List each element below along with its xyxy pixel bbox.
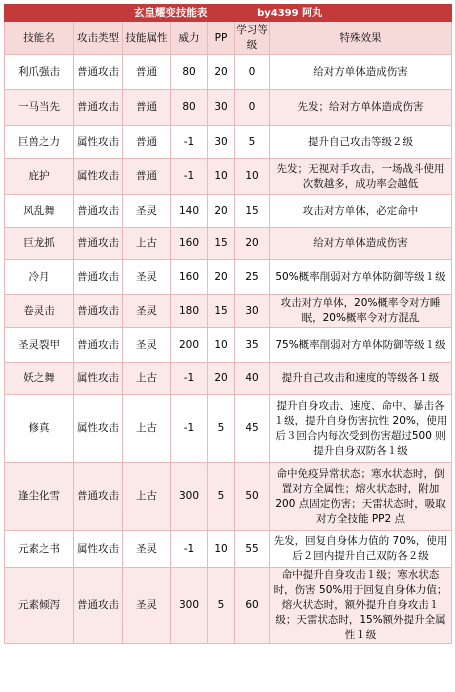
skill-pp-cell: 15 bbox=[208, 295, 235, 328]
skill-attr-cell: 圣灵 bbox=[123, 260, 171, 295]
header-name: 技能名 bbox=[5, 22, 74, 55]
skill-type-cell: 普通攻击 bbox=[74, 463, 123, 531]
skill-attr-cell: 上古 bbox=[123, 463, 171, 531]
skill-level-cell: 40 bbox=[235, 363, 270, 395]
skill-level-cell: 10 bbox=[235, 159, 270, 195]
skill-name-cell: 利爪强击 bbox=[5, 55, 74, 90]
skill-attr-cell: 圣灵 bbox=[123, 195, 171, 228]
skill-power-cell: 300 bbox=[171, 568, 208, 644]
skill-name-cell: 卷灵击 bbox=[5, 295, 74, 328]
skill-name-cell: 逢尘化雪 bbox=[5, 463, 74, 531]
skill-table-container bbox=[4, 4, 451, 644]
skill-attr-cell: 上古 bbox=[123, 228, 171, 260]
skill-name-cell: 风乱舞 bbox=[5, 195, 74, 228]
skill-attr-cell: 普通 bbox=[123, 55, 171, 90]
skill-row bbox=[5, 328, 452, 363]
skill-name-cell: 冷月 bbox=[5, 260, 74, 295]
skill-level-cell: 15 bbox=[235, 195, 270, 228]
skill-power-cell: 160 bbox=[171, 228, 208, 260]
skill-type-cell: 普通攻击 bbox=[74, 195, 123, 228]
skill-pp-cell: 30 bbox=[208, 126, 235, 159]
skill-level-cell: 5 bbox=[235, 126, 270, 159]
skill-row bbox=[5, 260, 452, 295]
skill-power-cell: -1 bbox=[171, 531, 208, 568]
skill-attr-cell: 普通 bbox=[123, 126, 171, 159]
skill-pp-cell: 5 bbox=[208, 395, 235, 463]
skill-name-cell: 妖之舞 bbox=[5, 363, 74, 395]
skill-effect-cell: 先发；给对方单体造成伤害 bbox=[270, 90, 452, 126]
skill-row bbox=[5, 463, 452, 531]
table-title-bar bbox=[5, 5, 452, 22]
skill-effect-cell: 提升自己攻击等级２级 bbox=[270, 126, 452, 159]
skill-effect-cell: 给对方单体造成伤害 bbox=[270, 55, 452, 90]
skill-row bbox=[5, 195, 452, 228]
skill-power-cell: 160 bbox=[171, 260, 208, 295]
skill-type-cell: 属性攻击 bbox=[74, 363, 123, 395]
skill-power-cell: 180 bbox=[171, 295, 208, 328]
skill-table-body bbox=[5, 55, 452, 644]
skill-pp-cell: 20 bbox=[208, 195, 235, 228]
skill-row bbox=[5, 295, 452, 328]
skill-name-cell: 圣灵裂甲 bbox=[5, 328, 74, 363]
skill-name-cell: 巨兽之力 bbox=[5, 126, 74, 159]
skill-power-cell: -1 bbox=[171, 159, 208, 195]
skill-effect-cell: 75%概率削弱对方单体防御等级１级 bbox=[270, 328, 452, 363]
skill-effect-cell: 先发，回复自身体力值的 70%，使用后２回内提升自己双防各２级 bbox=[270, 531, 452, 568]
skill-row bbox=[5, 228, 452, 260]
skill-effect-cell: 命中提升自身攻击１级；寒水状态时，伤害 50%用于回复自身体力值；熔火状态时，额外提升自身攻击１级；天雷状态时，15%额外提升全属性１级 bbox=[270, 568, 452, 644]
skill-name-cell: 修真 bbox=[5, 395, 74, 463]
skill-type-cell: 属性攻击 bbox=[74, 126, 123, 159]
skill-name-cell: 元素之书 bbox=[5, 531, 74, 568]
skill-level-cell: 60 bbox=[235, 568, 270, 644]
skill-effect-cell: 提升自身攻击、速度、命中、暴击各１级，提升自身伤害抗性 20%，使用后３回合内每次受到伤害超过500 则提升自身双防各１级 bbox=[270, 395, 452, 463]
skill-level-cell: 0 bbox=[235, 90, 270, 126]
skill-pp-cell: 20 bbox=[208, 363, 235, 395]
header-pp: PP bbox=[208, 22, 235, 55]
skill-pp-cell: 10 bbox=[208, 159, 235, 195]
skill-power-cell: 80 bbox=[171, 55, 208, 90]
skill-row bbox=[5, 395, 452, 463]
skill-level-cell: 20 bbox=[235, 228, 270, 260]
skill-pp-cell: 15 bbox=[208, 228, 235, 260]
skill-effect-cell: 50%概率削弱对方单体防御等级１级 bbox=[270, 260, 452, 295]
skill-power-cell: 140 bbox=[171, 195, 208, 228]
skill-type-cell: 属性攻击 bbox=[74, 531, 123, 568]
skill-pp-cell: 5 bbox=[208, 568, 235, 644]
skill-name-cell: 庇护 bbox=[5, 159, 74, 195]
skill-type-cell: 普通攻击 bbox=[74, 90, 123, 126]
header-attr: 技能属性 bbox=[123, 22, 171, 55]
skill-attr-cell: 普通 bbox=[123, 90, 171, 126]
skill-power-cell: -1 bbox=[171, 363, 208, 395]
skill-level-cell: 25 bbox=[235, 260, 270, 295]
skill-level-cell: 35 bbox=[235, 328, 270, 363]
header-type: 攻击类型 bbox=[74, 22, 123, 55]
skill-attr-cell: 上古 bbox=[123, 395, 171, 463]
skill-name-cell: 巨龙抓 bbox=[5, 228, 74, 260]
skill-effect-cell: 先发；无视对手攻击，一场战斗使用次数越多，成功率会越低 bbox=[270, 159, 452, 195]
skill-table bbox=[4, 4, 452, 644]
skill-attr-cell: 圣灵 bbox=[123, 295, 171, 328]
skill-power-cell: 300 bbox=[171, 463, 208, 531]
skill-attr-cell: 上古 bbox=[123, 363, 171, 395]
skill-level-cell: 55 bbox=[235, 531, 270, 568]
skill-name-cell: 一马当先 bbox=[5, 90, 74, 126]
skill-type-cell: 属性攻击 bbox=[74, 159, 123, 195]
skill-row bbox=[5, 363, 452, 395]
skill-type-cell: 普通攻击 bbox=[74, 328, 123, 363]
skill-level-cell: 0 bbox=[235, 55, 270, 90]
skill-name-cell: 元素倾泻 bbox=[5, 568, 74, 644]
skill-level-cell: 30 bbox=[235, 295, 270, 328]
skill-row bbox=[5, 159, 452, 195]
skill-power-cell: -1 bbox=[171, 395, 208, 463]
skill-power-cell: -1 bbox=[171, 126, 208, 159]
skill-pp-cell: 10 bbox=[208, 328, 235, 363]
skill-row bbox=[5, 531, 452, 568]
skill-power-cell: 80 bbox=[171, 90, 208, 126]
skill-power-cell: 200 bbox=[171, 328, 208, 363]
skill-row bbox=[5, 126, 452, 159]
skill-type-cell: 普通攻击 bbox=[74, 260, 123, 295]
header-level: 学习等级 bbox=[235, 22, 270, 55]
skill-row bbox=[5, 55, 452, 90]
skill-attr-cell: 普通 bbox=[123, 159, 171, 195]
skill-level-cell: 50 bbox=[235, 463, 270, 531]
header-effect: 特殊效果 bbox=[270, 22, 452, 55]
skill-attr-cell: 圣灵 bbox=[123, 328, 171, 363]
table-title: 玄皇耀变技能表 bbox=[133, 6, 208, 19]
skill-type-cell: 普通攻击 bbox=[74, 295, 123, 328]
skill-effect-cell: 给对方单体造成伤害 bbox=[270, 228, 452, 260]
skill-row bbox=[5, 90, 452, 126]
skill-pp-cell: 5 bbox=[208, 463, 235, 531]
skill-effect-cell: 命中免疫异常状态；寒水状态时，倒置对方全属性；熔火状态时，附加 200 点固定伤害；天雷状态时，吸取对方全技能 PP2 点 bbox=[270, 463, 452, 531]
skill-effect-cell: 攻击对方单体，20%概率令对方睡眠，20%概率令对方混乱 bbox=[270, 295, 452, 328]
skill-type-cell: 属性攻击 bbox=[74, 395, 123, 463]
skill-type-cell: 普通攻击 bbox=[74, 55, 123, 90]
skill-row bbox=[5, 568, 452, 644]
skill-pp-cell: 20 bbox=[208, 55, 235, 90]
skill-type-cell: 普通攻击 bbox=[74, 228, 123, 260]
skill-type-cell: 普通攻击 bbox=[74, 568, 123, 644]
skill-attr-cell: 圣灵 bbox=[123, 531, 171, 568]
skill-level-cell: 45 bbox=[235, 395, 270, 463]
skill-attr-cell: 圣灵 bbox=[123, 568, 171, 644]
skill-pp-cell: 10 bbox=[208, 531, 235, 568]
skill-effect-cell: 攻击对方单体，必定命中 bbox=[270, 195, 452, 228]
skill-pp-cell: 20 bbox=[208, 260, 235, 295]
table-credit: by4399 阿丸 bbox=[257, 7, 323, 19]
skill-pp-cell: 30 bbox=[208, 90, 235, 126]
skill-effect-cell: 提升自己攻击和速度的等级各１级 bbox=[270, 363, 452, 395]
header-power: 威力 bbox=[171, 22, 208, 55]
